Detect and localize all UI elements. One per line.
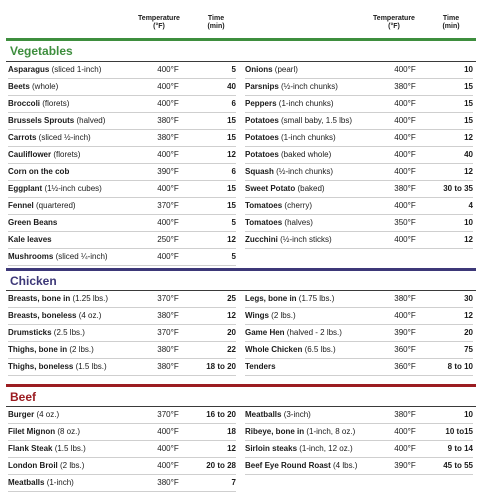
item-label: Breasts, boneless — [8, 311, 77, 320]
item-detail: (florets) — [51, 150, 81, 159]
item-time: 18 to 20 — [206, 362, 236, 371]
table-row — [245, 164, 473, 181]
vegetables-right-column — [245, 62, 473, 249]
table-row — [8, 130, 236, 147]
item-temperature: 400°F — [394, 99, 416, 108]
item-temperature: 400°F — [157, 252, 179, 261]
item-detail: (1.75 lbs.) — [296, 294, 335, 303]
item-detail: (pearl) — [272, 65, 298, 74]
item-label: Mushrooms — [8, 252, 54, 261]
beef-right-column — [245, 407, 473, 475]
item-temperature: 400°F — [157, 99, 179, 108]
item-time: 6 — [231, 99, 236, 108]
item-time: 45 to 55 — [443, 461, 473, 470]
item-temperature: 380°F — [157, 478, 179, 487]
item-name — [8, 99, 69, 109]
item-time: 10 — [464, 218, 473, 227]
item-time: 12 — [464, 133, 473, 142]
item-label: Filet Mignon — [8, 427, 56, 436]
item-label: Tomatoes — [245, 201, 283, 210]
item-temperature: 400°F — [157, 218, 179, 227]
item-temperature: 400°F — [394, 116, 416, 125]
item-detail: (halved - 2 lbs.) — [284, 328, 342, 337]
item-name — [245, 167, 333, 177]
item-temperature: 350°F — [394, 218, 416, 227]
item-label: Peppers — [245, 99, 277, 108]
item-name — [245, 82, 338, 92]
item-label: Sweet Potato — [245, 184, 296, 193]
item-label: Meatballs — [245, 410, 282, 419]
item-label: Onions — [245, 65, 273, 74]
item-label: Brussels Sprouts — [8, 116, 75, 125]
item-temperature: 380°F — [157, 362, 179, 371]
item-label: Thighs, bone in — [8, 345, 68, 354]
item-detail: (2 lbs.) — [57, 461, 85, 470]
item-label: London Broil — [8, 461, 58, 470]
table-row — [245, 62, 473, 79]
item-time: 12 — [464, 167, 473, 176]
item-label: Parsnips — [245, 82, 279, 91]
item-detail: (1-inch) — [44, 478, 74, 487]
item-name — [245, 133, 336, 143]
item-name — [245, 235, 332, 245]
item-label: Game Hen — [245, 328, 285, 337]
item-name — [245, 116, 352, 126]
item-name — [8, 362, 107, 372]
table-row — [245, 458, 473, 475]
table-row — [8, 325, 236, 342]
chicken-right-column — [245, 291, 473, 376]
item-name — [245, 362, 276, 372]
item-detail: (halved) — [74, 116, 106, 125]
item-time: 12 — [464, 235, 473, 244]
item-time: 30 to 35 — [443, 184, 473, 193]
item-time: 20 — [464, 328, 473, 337]
item-detail: (baked) — [295, 184, 325, 193]
item-name — [245, 444, 353, 454]
item-name — [8, 294, 108, 304]
item-name — [8, 427, 80, 437]
vegetables-left-column — [8, 62, 236, 266]
item-name — [8, 167, 69, 177]
table-row — [245, 308, 473, 325]
temperature-unit: (°F) — [388, 23, 400, 30]
item-time: 40 — [227, 82, 236, 91]
table-row — [245, 215, 473, 232]
beef-rule — [6, 384, 476, 387]
item-name — [245, 427, 355, 437]
temperature-unit: (°F) — [153, 23, 165, 30]
item-label: Legs, bone in — [245, 294, 297, 303]
table-row — [8, 291, 236, 308]
item-temperature: 380°F — [157, 345, 179, 354]
item-time: 15 — [227, 201, 236, 210]
table-row — [8, 62, 236, 79]
item-name — [245, 65, 298, 75]
item-time: 12 — [227, 150, 236, 159]
temperature-header-right — [366, 15, 422, 31]
time-header-left — [196, 15, 236, 31]
item-label: Wings — [245, 311, 269, 320]
item-name — [8, 82, 58, 92]
item-name — [245, 150, 331, 160]
table-row — [245, 342, 473, 359]
time-label: Time — [442, 15, 460, 22]
item-detail: (halves) — [282, 218, 313, 227]
table-row — [8, 96, 236, 113]
item-time: 30 — [464, 294, 473, 303]
item-temperature: 370°F — [157, 294, 179, 303]
item-name — [8, 444, 86, 454]
item-label: Flank Steak — [8, 444, 53, 453]
item-detail: (2.5 lbs.) — [51, 328, 85, 337]
table-row — [8, 79, 236, 96]
item-label: Squash — [245, 167, 274, 176]
item-detail: (sliced ½-inch) — [36, 133, 91, 142]
item-temperature: 400°F — [157, 444, 179, 453]
item-time: 20 to 28 — [206, 461, 236, 470]
table-row — [245, 79, 473, 96]
item-temperature: 380°F — [157, 133, 179, 142]
item-temperature: 400°F — [394, 235, 416, 244]
table-row — [245, 232, 473, 249]
table-row — [8, 215, 236, 232]
item-detail: (small baby, 1.5 lbs) — [278, 116, 353, 125]
item-detail: (sliced 1-inch) — [49, 65, 102, 74]
item-detail: (4 oz.) — [76, 311, 102, 320]
item-time: 6 — [231, 167, 236, 176]
table-row — [8, 441, 236, 458]
item-temperature: 380°F — [394, 410, 416, 419]
item-name — [8, 65, 101, 75]
item-temperature: 400°F — [394, 65, 416, 74]
table-row — [8, 475, 236, 492]
item-time: 12 — [227, 444, 236, 453]
item-name — [245, 99, 334, 109]
item-name — [8, 311, 101, 321]
item-label: Breasts, bone in — [8, 294, 71, 303]
table-row — [245, 181, 473, 198]
table-row — [8, 458, 236, 475]
item-detail: (½-inch sticks) — [277, 235, 332, 244]
time-unit: (min) — [207, 23, 225, 30]
table-row — [245, 424, 473, 441]
item-label: Beef Eye Round Roast — [245, 461, 331, 470]
item-detail: (1½-inch cubes) — [42, 184, 102, 193]
item-label: Potatoes — [245, 133, 279, 142]
table-row — [245, 147, 473, 164]
item-detail: (baked whole) — [278, 150, 332, 159]
item-name — [8, 345, 94, 355]
item-time: 75 — [464, 345, 473, 354]
item-temperature: 380°F — [394, 184, 416, 193]
item-name — [245, 218, 313, 228]
item-label: Beets — [8, 82, 30, 91]
item-time: 10 — [464, 410, 473, 419]
item-temperature: 370°F — [157, 201, 179, 210]
item-detail: (1-inch chunks) — [278, 133, 336, 142]
item-name — [245, 184, 325, 194]
section-title-beef: Beef — [10, 390, 37, 404]
item-detail: (4 lbs.) — [330, 461, 358, 470]
table-row — [8, 249, 236, 266]
item-temperature: 380°F — [394, 294, 416, 303]
item-temperature: 400°F — [157, 184, 179, 193]
item-detail: (1-inch, 12 oz.) — [297, 444, 353, 453]
table-row — [245, 198, 473, 215]
item-time: 15 — [227, 184, 236, 193]
table-row — [8, 164, 236, 181]
item-name — [8, 218, 57, 228]
table-row — [245, 407, 473, 424]
item-name — [8, 461, 84, 471]
item-time: 15 — [227, 133, 236, 142]
time-header-right — [431, 15, 471, 31]
item-name — [245, 345, 336, 355]
item-name — [8, 201, 76, 211]
item-time: 15 — [464, 82, 473, 91]
table-row — [8, 342, 236, 359]
item-time: 18 — [227, 427, 236, 436]
table-row — [8, 181, 236, 198]
item-name — [8, 116, 105, 126]
item-detail: (1.5 lbs.) — [52, 444, 86, 453]
item-time: 4 — [468, 201, 473, 210]
item-name — [245, 294, 334, 304]
item-detail: (sliced ¼-inch) — [53, 252, 108, 261]
item-temperature: 400°F — [157, 427, 179, 436]
item-detail: (6.5 lbs.) — [302, 345, 336, 354]
item-label: Drumsticks — [8, 328, 52, 337]
item-name — [245, 328, 342, 338]
item-temperature: 360°F — [394, 362, 416, 371]
item-temperature: 400°F — [394, 311, 416, 320]
item-detail: (4 oz.) — [34, 410, 60, 419]
item-name — [245, 201, 312, 211]
item-time: 8 to 10 — [447, 362, 473, 371]
temperature-label: Temperature — [373, 15, 415, 22]
item-label: Potatoes — [245, 116, 279, 125]
table-row — [245, 113, 473, 130]
item-detail: (2 lbs.) — [67, 345, 94, 354]
item-label: Cauliflower — [8, 150, 52, 159]
item-label: Green Beans — [8, 218, 58, 227]
table-row — [8, 359, 236, 376]
item-temperature: 400°F — [394, 427, 416, 436]
item-label: Tenders — [245, 362, 276, 371]
item-temperature: 380°F — [157, 311, 179, 320]
item-detail: (quartered) — [33, 201, 76, 210]
item-temperature: 380°F — [394, 82, 416, 91]
table-row — [245, 130, 473, 147]
item-time: 16 to 20 — [206, 410, 236, 419]
item-temperature: 370°F — [157, 410, 179, 419]
item-temperature: 400°F — [394, 167, 416, 176]
item-label: Carrots — [8, 133, 37, 142]
item-detail: (cherry) — [282, 201, 312, 210]
item-detail: (3-inch) — [281, 410, 311, 419]
item-temperature: 360°F — [394, 345, 416, 354]
item-name — [245, 311, 296, 321]
item-detail: (8 oz.) — [55, 427, 81, 436]
item-label: Sirloin steaks — [245, 444, 298, 453]
item-temperature: 400°F — [394, 444, 416, 453]
table-row — [8, 308, 236, 325]
item-label: Zucchini — [245, 235, 278, 244]
item-label: Whole Chicken — [245, 345, 303, 354]
item-name — [8, 410, 59, 420]
item-temperature: 380°F — [157, 116, 179, 125]
item-label: Fennel — [8, 201, 34, 210]
table-row — [8, 424, 236, 441]
beef-left-column — [8, 407, 236, 492]
time-unit: (min) — [442, 23, 460, 30]
item-temperature: 390°F — [394, 328, 416, 337]
item-temperature: 400°F — [157, 461, 179, 470]
table-row — [8, 232, 236, 249]
item-temperature: 400°F — [157, 82, 179, 91]
item-label: Ribeye, bone in — [245, 427, 305, 436]
item-time: 15 — [464, 116, 473, 125]
item-temperature: 390°F — [157, 167, 179, 176]
table-row — [245, 325, 473, 342]
table-row — [8, 147, 236, 164]
item-label: Corn on the cob — [8, 167, 70, 176]
item-time: 20 — [227, 328, 236, 337]
table-row — [245, 96, 473, 113]
item-detail: (2 lbs.) — [268, 311, 296, 320]
item-time: 25 — [227, 294, 236, 303]
table-row — [245, 359, 473, 376]
item-temperature: 400°F — [157, 150, 179, 159]
item-label: Broccoli — [8, 99, 41, 108]
temperature-label: Temperature — [138, 15, 180, 22]
table-row — [8, 198, 236, 215]
item-name — [8, 252, 108, 262]
item-temperature: 400°F — [157, 65, 179, 74]
item-label: Tomatoes — [245, 218, 283, 227]
item-name — [8, 478, 74, 488]
item-time: 10 — [464, 65, 473, 74]
section-title-vegetables: Vegetables — [10, 44, 73, 58]
table-row — [245, 291, 473, 308]
item-time: 22 — [227, 345, 236, 354]
item-temperature: 250°F — [157, 235, 179, 244]
item-temperature: 390°F — [394, 461, 416, 470]
item-time: 15 — [227, 116, 236, 125]
item-detail: (1.25 lbs.) — [70, 294, 109, 303]
item-time: 40 — [464, 150, 473, 159]
item-temperature: 400°F — [394, 150, 416, 159]
item-name — [8, 150, 80, 160]
item-detail: (1-inch, 8 oz.) — [304, 427, 356, 436]
section-title-chicken: Chicken — [10, 274, 57, 288]
item-name — [8, 328, 85, 338]
item-temperature: 370°F — [157, 328, 179, 337]
item-time: 5 — [231, 65, 236, 74]
temperature-header-left — [131, 15, 187, 31]
item-detail: (whole) — [29, 82, 59, 91]
item-detail: (½-inch chunks) — [273, 167, 334, 176]
item-label: Kale leaves — [8, 235, 52, 244]
item-temperature: 400°F — [394, 133, 416, 142]
item-time: 12 — [227, 311, 236, 320]
chicken-rule — [6, 268, 476, 271]
item-label: Thighs, boneless — [8, 362, 74, 371]
table-row — [8, 113, 236, 130]
item-detail: (florets) — [40, 99, 70, 108]
item-time: 5 — [231, 218, 236, 227]
item-label: Asparagus — [8, 65, 50, 74]
item-label: Meatballs — [8, 478, 45, 487]
item-label: Potatoes — [245, 150, 279, 159]
item-time: 12 — [227, 235, 236, 244]
item-name — [8, 184, 102, 194]
item-time: 10 to15 — [445, 427, 473, 436]
item-name — [8, 133, 91, 143]
item-label: Burger — [8, 410, 35, 419]
item-detail: (½-inch chunks) — [278, 82, 338, 91]
item-time: 12 — [464, 311, 473, 320]
chicken-left-column — [8, 291, 236, 376]
item-time: 15 — [464, 99, 473, 108]
item-name — [8, 235, 52, 245]
item-time: 5 — [231, 252, 236, 261]
table-row — [245, 441, 473, 458]
item-name — [245, 461, 357, 471]
item-label: Eggplant — [8, 184, 43, 193]
time-label: Time — [207, 15, 225, 22]
item-temperature: 400°F — [394, 201, 416, 210]
item-time: 7 — [231, 478, 236, 487]
table-row — [8, 407, 236, 424]
vegetables-rule — [6, 38, 476, 41]
item-detail: (1.5 lbs.) — [73, 362, 107, 371]
item-time: 9 to 14 — [447, 444, 473, 453]
item-detail: (1-inch chunks) — [276, 99, 334, 108]
item-name — [245, 410, 311, 420]
